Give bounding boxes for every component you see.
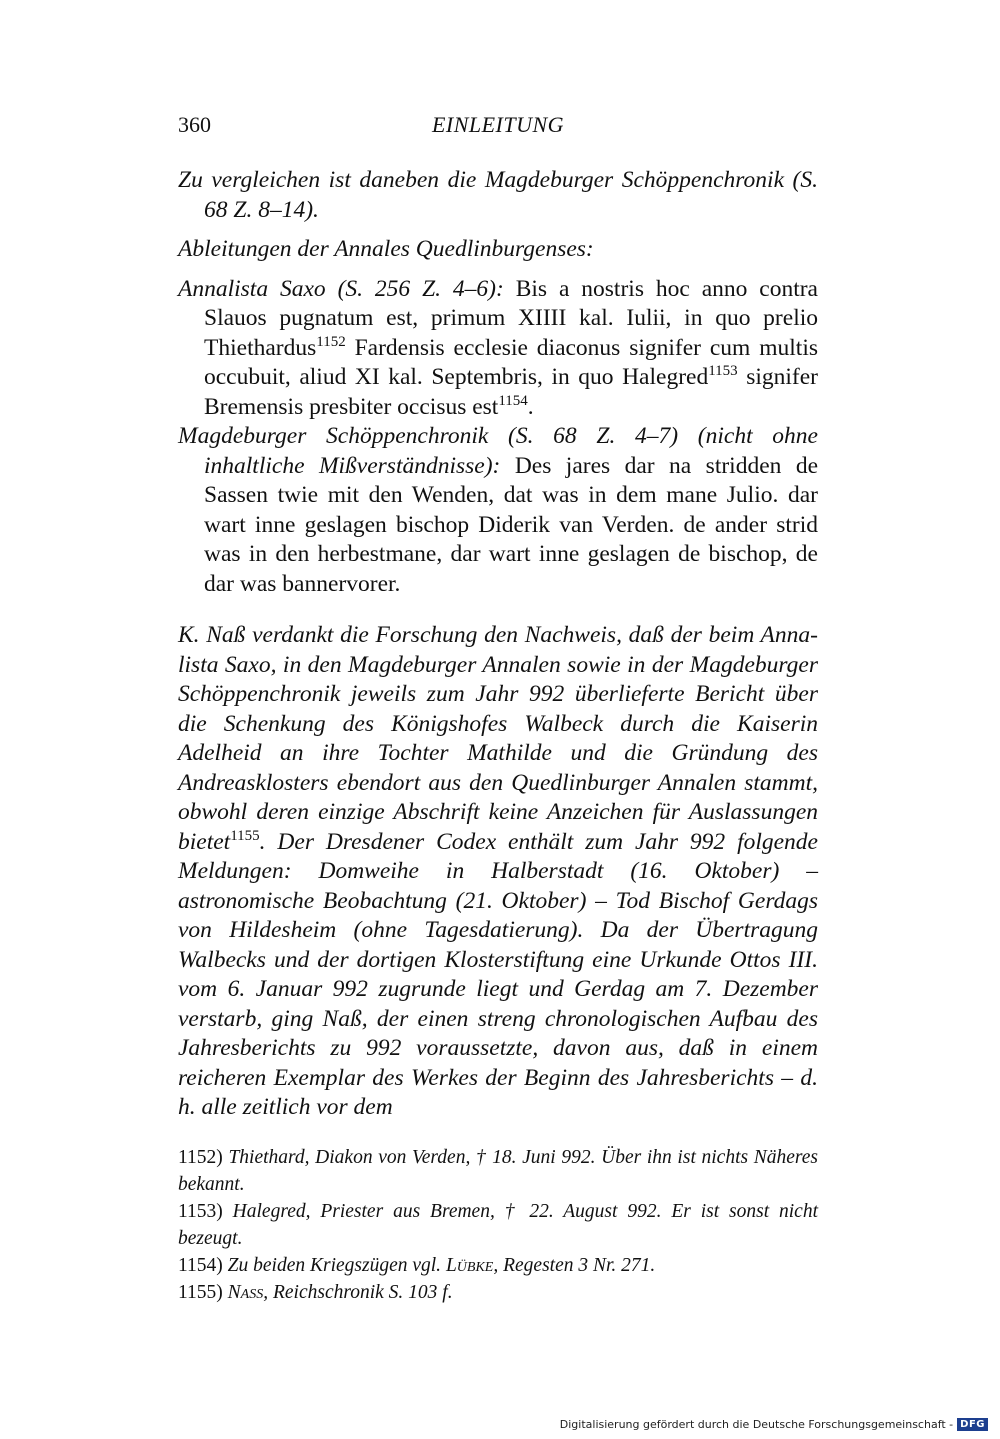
paragraph-comparison: Zu vergleichen ist daneben die Magdeburger Schöppenchronik (S. 68 Z. 8–14). xyxy=(178,167,818,223)
quote-text: signifer Bremensis presbiter occisus est xyxy=(204,364,818,420)
paragraph-derivations-heading: Ableitungen der Annales Quedlinburgenses: xyxy=(178,236,594,262)
footnote-text: Halegred, Priester aus Bremen, † 22. August 992. Er ist sonst nicht bezeugt. xyxy=(178,1201,818,1249)
digitization-credit xyxy=(560,1418,988,1431)
paragraph-text: . Der Dresdener Codex enthält zum Jahr 992 folgende Meldungen: Domweihe in Halberstadt (16. Oktober) – astronomische Beobachtung (21. Oktober) – Tod Bischof Gerdags von Hildesheim (ohne Tagesdatierung). Da der Übertragung Walbecks und der dortigen Klosterstiftung eine Urkunde Ottos III. vom 6. Januar 992 zugrunde liegt und Gerdag am 7. Dezember verstarb, ging Naß, der einen streng chronologischen Aufbau des Jahresberichts zu 992 voraussetzte, davon aus, daß in einem reicheren Exemplar des Werkes der Beginn des Jahresberichts – d. h. alle zeitlich vor dem xyxy=(178,828,818,1120)
quote-text: Fardensis ecclesie diaconus signifer cum multis occubuit, aliud XI kal. Septembris, in quo Halegred xyxy=(204,334,818,390)
footnote-text: Zu beiden Kriegszügen vgl. xyxy=(227,1255,446,1276)
credit-text: Digitalisierung gefördert durch die Deutsche Forschungsgemeinschaft - xyxy=(559,1418,954,1431)
main-text xyxy=(178,166,818,1123)
footnote-ref-1152[interactable]: 1152 xyxy=(316,333,346,350)
quote-text: Des jares dar na stridden de Sassen twie mit den Wenden, dat was in dem mane Julio. dar wart inne geslagen bischop Diderik van Verden. de ander strid was in den herbestmane, dar wart inne geslagen de bischop, de dar was bannervorer. xyxy=(204,452,818,597)
source-label-schoeppenchronik: Magdeburger Schöppenchronik (S. 68 Z. 4–7) (nicht ohne inhaltliche Mißverständnisse): xyxy=(178,423,818,479)
dfg-logo: DFG xyxy=(957,1418,988,1431)
quote-text: Bis a nostris hoc anno contra Slauos pugnatum est, primum XIIII kal. Iulii, in quo prelio Thiethardus xyxy=(204,275,818,361)
footnote-text: Thiethard, Diakon von Verden, † 18. Juni 992. Über ihn ist nichts Näheres bekannt. xyxy=(178,1147,819,1195)
footnote-1155 xyxy=(178,1279,818,1306)
footnote-number: 1155) xyxy=(178,1282,223,1303)
footnote-ref-1155[interactable]: 1155 xyxy=(230,827,260,844)
footnote-text: , Regesten 3 Nr. 271. xyxy=(493,1255,656,1276)
footnote-ref-1154[interactable]: 1154 xyxy=(498,392,528,409)
paragraph-nass xyxy=(178,621,818,1123)
author-name: Lübke xyxy=(445,1255,494,1276)
paragraph-annalista-saxo xyxy=(178,275,818,423)
footnote-ref-1153[interactable]: 1153 xyxy=(708,363,738,379)
footnote-text: , Reichschronik S. 103 f. xyxy=(263,1282,453,1303)
footnote-1153 xyxy=(178,1198,818,1252)
footnote-1154 xyxy=(178,1252,818,1279)
quote-text: . xyxy=(527,393,534,420)
footnote-1152 xyxy=(178,1144,818,1198)
footnotes xyxy=(178,1144,818,1306)
author-name: Nass xyxy=(227,1282,264,1303)
page-number: 360 xyxy=(178,112,211,137)
footnote-number: 1152) xyxy=(178,1147,223,1168)
paragraph-text: K. Naß verdankt die Forschung den Nachweis, daß der beim Annalista Saxo, in den Magdeburger Annalen sowie in der Magdeburger Schöppenchronik jeweils zum Jahr 992 überlieferte Bericht über die Schenkung des Königshofes Walbeck durch die Kaiserin Adelheid an ihre Tochter Mathilde und die Gründung des Andreasklosters ebendort aus den Quedlinburger Annalen stammt, obwohl deren einzige Abschrift keine Anzeichen für Auslassungen bietet xyxy=(178,622,818,855)
footnote-number: 1153) xyxy=(178,1201,223,1222)
page-header xyxy=(178,112,818,146)
paragraph-schoeppenchronik xyxy=(178,422,818,599)
footnote-number: 1154) xyxy=(178,1255,223,1276)
source-label-annalista: Annalista Saxo (S. 256 Z. 4–6): xyxy=(178,275,504,302)
running-head: EINLEITUNG xyxy=(431,112,565,137)
